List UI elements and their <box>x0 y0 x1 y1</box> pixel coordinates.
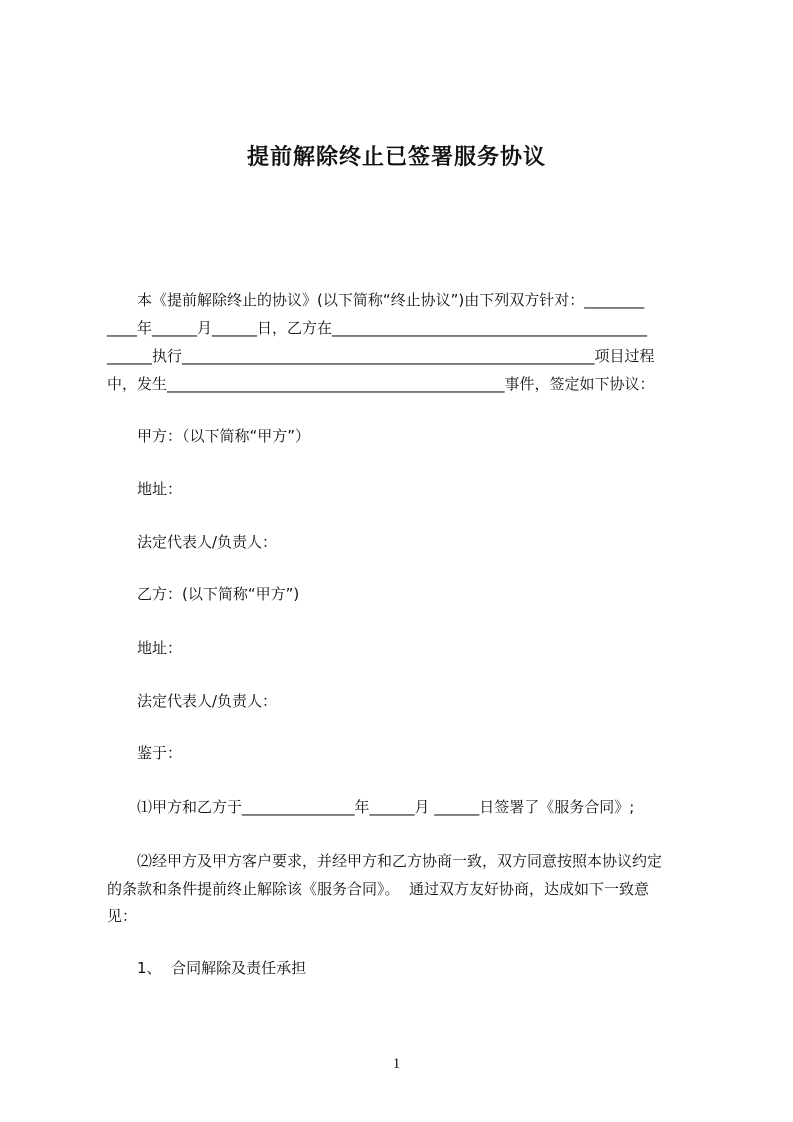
party-a-representative-label: 法定代表人/负责人： <box>137 533 278 551</box>
intro-line-3: ______执行_______________________________________________________项目过程 <box>107 347 655 365</box>
party-a-heading: 甲方：（以下简称“甲方”） <box>137 427 311 445</box>
whereas-label: 鉴于： <box>137 744 183 762</box>
intro-line-4: 中，发生_____________________________________________事件，签定如下协议： <box>107 375 655 393</box>
party-b-representative-label: 法定代表人/负责人： <box>137 692 278 710</box>
document-title: 提前解除终止已签署服务协议 <box>246 145 546 170</box>
party-b-address-label: 地址： <box>137 639 183 657</box>
party-b-heading: 乙方：(以下简称“甲方”) <box>137 585 300 603</box>
party-a-address-label: 地址： <box>137 480 183 498</box>
page-number: 1 <box>392 1056 401 1072</box>
clause-2-line-1: ⑵经甲方及甲方客户要求，并经甲方和乙方协商一致，双方同意按照本协议约定 <box>137 852 663 870</box>
section-1-heading: 1、 合同解除及责任承担 <box>137 959 307 977</box>
intro-line-1: 本《提前解除终止的协议》(以下简称“终止协议”)由下列双方针对：________ <box>137 291 645 309</box>
clause-2-line-2: 的条款和条件提前终止解除该《服务合同》。 通过双方友好协商，达成如下一致意 <box>107 880 650 898</box>
intro-line-2: ____年______月______日，乙方在__________________________________________ <box>107 319 648 337</box>
clause-2-line-3: 见： <box>107 907 138 925</box>
clause-1: ⑴甲方和乙方于_______________年______月 ______日签署了《服务合同》; <box>137 798 635 816</box>
